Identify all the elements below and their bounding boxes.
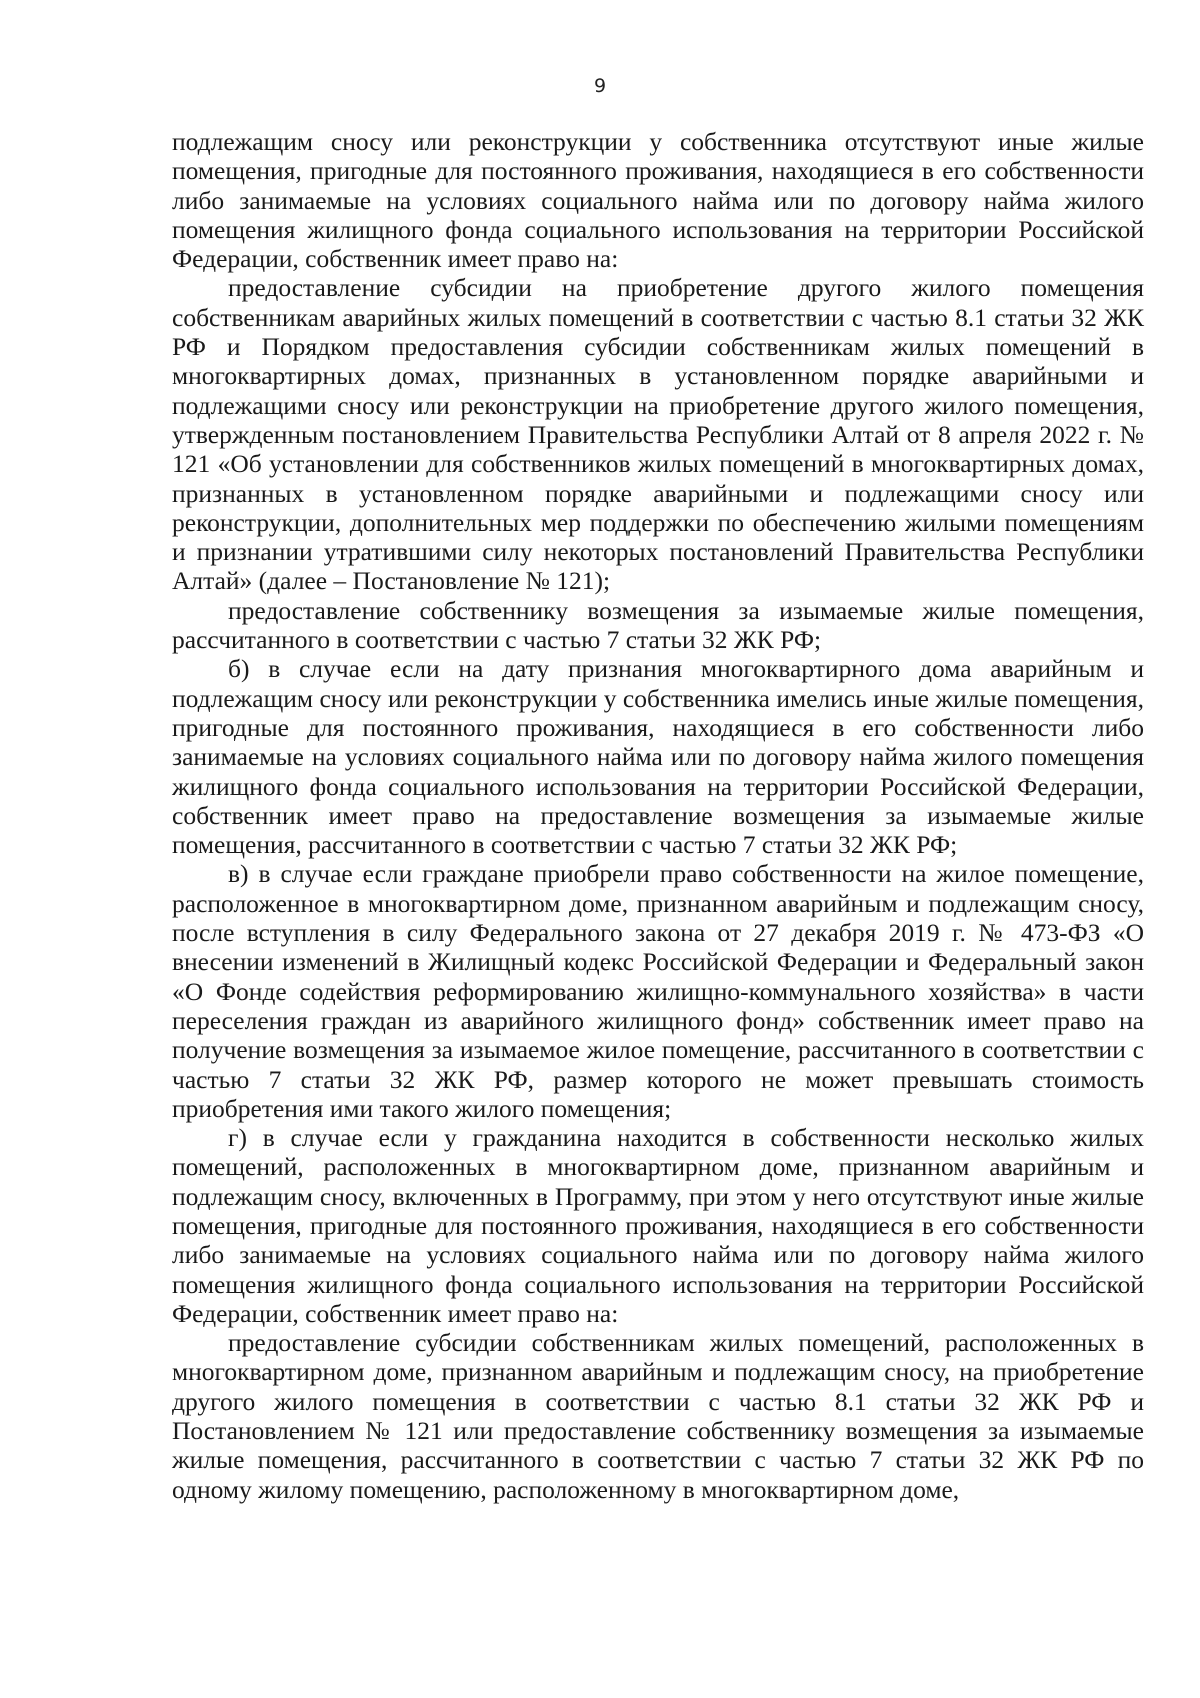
page-number: 9 — [593, 75, 607, 97]
paragraph: в) в случае если граждане приобрели право собственности на жилое помещение, расположенное в многоквартирном доме, признанном аварийным и подлежащим сносу, после вступления в силу Федерального закона от 27 декабря 2019 г. № 473-ФЗ «О внесении изменений в Жилищный кодекс Российской Федерации и Федеральный закон «О Фонде содействия реформированию жилищно-коммунального хозяйства» в части переселения граждан из аварийного жилищного фонд» собственник имеет право на получение возмещения за изымаемое жилое помещение, рассчитанного в соответствии с частью 7 статьи 32 ЖК РФ, размер которого не может превышать стоимость приобретения ими такого жилого помещения; — [172, 859, 1144, 1123]
document-body — [172, 127, 1144, 1504]
paragraph: предоставление собственнику возмещения за изымаемые жилые помещения, рассчитанного в соответствии с частью 7 статьи 32 ЖК РФ; — [172, 595, 1144, 655]
paragraph: г) в случае если у гражданина находится в собственности несколько жилых помещений, расположенных в многоквартирном доме, признанном аварийным и подлежащим сносу, включенных в Программу, при этом у него отсутствуют иные жилые помещения, пригодные для постоянного проживания, находящиеся в его собственности либо занимаемые на условиях социального найма или по договору найма жилого помещения жилищного фонда социального использования на территории Российской Федерации, собственник имеет право на: — [172, 1123, 1144, 1328]
paragraph: предоставление субсидии на приобретение другого жилого помещения собственникам аварийных жилых помещений в соответствии с частью 8.1 статьи 32 ЖК РФ и Порядком предоставления субсидии собственникам жилых помещений в многоквартирных домах, признанных в установленном порядке аварийными и подлежащими сносу или реконструкции на приобретение другого жилого помещения, утвержденным постановлением Правительства Республики Алтай от 8 апреля 2022 г. № 121 «Об установлении для собственников жилых помещений в многоквартирных домах, признанных в установленном порядке аварийными и подлежащими сносу или реконструкции, дополнительных мер поддержки по обеспечению жилыми помещениям и признании утратившими силу некоторых постановлений Правительства Республики Алтай» (далее – Постановление № 121); — [172, 273, 1144, 596]
paragraph: б) в случае если на дату признания многоквартирного дома аварийным и подлежащим сносу или реконструкции у собственника имелись иные жилые помещения, пригодные для постоянного проживания, находящиеся в его собственности либо занимаемые на условиях социального найма или по договору найма жилого помещения жилищного фонда социального использования на территории Российской Федерации, собственник имеет право на предоставление возмещения за изымаемые жилые помещения, рассчитанного в соответствии с частью 7 статьи 32 ЖК РФ; — [172, 654, 1144, 860]
paragraph: предоставление субсидии собственникам жилых помещений, расположенных в многоквартирном доме, признанном аварийным и подлежащим сносу, на приобретение другого жилого помещения в соответствии с частью 8.1 статьи 32 ЖК РФ и Постановлением № 121 или предоставление собственнику возмещения за изымаемые жилые помещения, рассчитанного в соответствии с частью 7 статьи 32 ЖК РФ по одному жилому помещению, расположенному в многоквартирном доме, — [172, 1328, 1144, 1504]
paragraph: подлежащим сносу или реконструкции у собственника отсутствуют иные жилые помещения, пригодные для постоянного проживания, находящиеся в его собственности либо занимаемые на условиях социального найма или по договору найма жилого помещения жилищного фонда социального использования на территории Российской Федерации, собственник имеет право на: — [172, 127, 1144, 274]
